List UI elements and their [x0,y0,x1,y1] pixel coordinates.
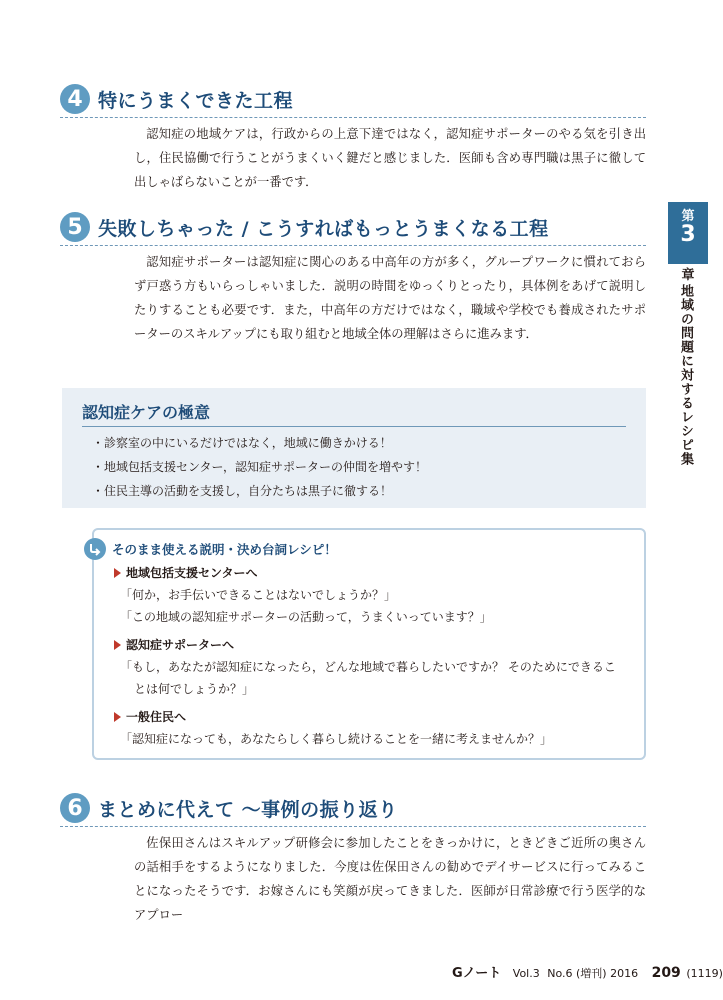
section-divider [60,117,646,118]
section-number-badge: 4 [60,84,90,114]
recipe-title: そのまま使える説明・決め台詞レシピ！ [112,542,337,557]
recipe-header [84,538,337,560]
phrase-recipe-box [92,528,646,760]
section-divider [60,245,646,246]
recipe-line: 「この地域の認知症サポーターの活動って，うまくいっています？」 [120,610,492,624]
recipe-group-label [114,706,620,728]
recipe-line: 「認知症になっても，あなたらしく暮らし続けることを一緒に考えませんか？」 [120,732,553,746]
chapter-title: 地域の問題に対するレシピ集 [678,284,693,466]
page-footer [452,962,723,981]
red-triangle-icon [114,568,121,578]
section-divider [60,826,646,827]
recipe-group [114,706,620,750]
section-title: 失敗しちゃった / こうすればもっとうまくなる工程 [98,217,549,240]
recipe-group-label [114,634,634,656]
key-points-list [92,431,427,503]
section-title: 特にうまくできた工程 [98,89,294,112]
section-number-badge: 6 [60,793,90,823]
section-6-paragraph: 佐保田さんはスキルアップ研修会に参加したことをきっかけに，ときどきご近所の奥さんの話相手をするようになりました．今度は佐保田さんの勧めでデイサービスに行ってみることになったそうです．お嫁さんにも笑顔が戻ってきました．医師が日常診療で行う医学的なアプロー [134,836,646,922]
speech-arrow-icon [84,538,106,560]
recipe-group-label-text: 認知症サポーターへ [126,638,235,652]
recipe-group-label-text: 地域包括支援センターへ [126,566,258,580]
section-5-header [60,212,549,242]
key-points-title: 認知症ケアの極意 [82,403,211,422]
key-points-box [62,388,646,508]
section-4-header [60,84,293,114]
total-page-number: (1119) [686,967,723,980]
recipe-group-label [114,562,620,584]
chapter-number: 3 [680,222,696,247]
recipe-line: 「もし，あなたが認知症になったら，どんな地域で暮らしたいですか？ そのためにできるこ [120,660,616,674]
recipe-group-label-text: 一般住民へ [126,710,187,724]
journal-issue: No.6 (増刊) 2016 [547,967,639,980]
section-4-paragraph: 認知症の地域ケアは，行政からの上意下達ではなく，認知症サポーターのやる気を引き出し，住民協働で行うことがうまくいく鍵だと感じました．医師も含め専門職は黒子に徹して出しゃばらないことが一番です． [134,127,646,189]
recipe-group [114,634,634,700]
chapter-dai: 第 [681,209,695,224]
red-triangle-icon [114,640,121,650]
red-triangle-icon [114,712,121,722]
section-6-header [60,793,398,823]
list-item: ・診察室の中にいるだけではなく，地域に働きかける！ [92,436,392,450]
recipe-group [114,562,620,628]
chapter-sho: 章 [681,268,695,283]
journal-volume: Vol.3 [512,967,540,980]
recipe-line: 「何か，お手伝いできることはないでしょうか？」 [120,588,397,602]
key-points-divider [82,426,626,427]
page-number: 209 [651,965,681,981]
section-5-paragraph: 認知症サポーターは認知症に関心のある中高年の方が多く，グループワークに慣れておらず戸惑う方もいらっしゃいました．説明の時間をゆっくりとったり，具体例をあげて説明したりすることも必要です．また，中高年の方だけではなく，職域や学校でも養成されたサポーターのスキルアップにも取り組むと地域全体の理解はさらに進みます． [134,255,646,341]
section-number-badge: 5 [60,212,90,242]
recipe-line: とは何でしょうか？」 [134,682,255,696]
list-item: ・住民主導の活動を支援し，自分たちは黒子に徹する！ [92,484,393,498]
chapter-tab [668,202,708,264]
list-item: ・地域包括支援センター，認知症サポーターの仲間を増やす！ [92,460,428,474]
journal-name: Gノート [452,966,502,981]
section-title: まとめに代えて ～事例の振り返り [98,798,398,821]
